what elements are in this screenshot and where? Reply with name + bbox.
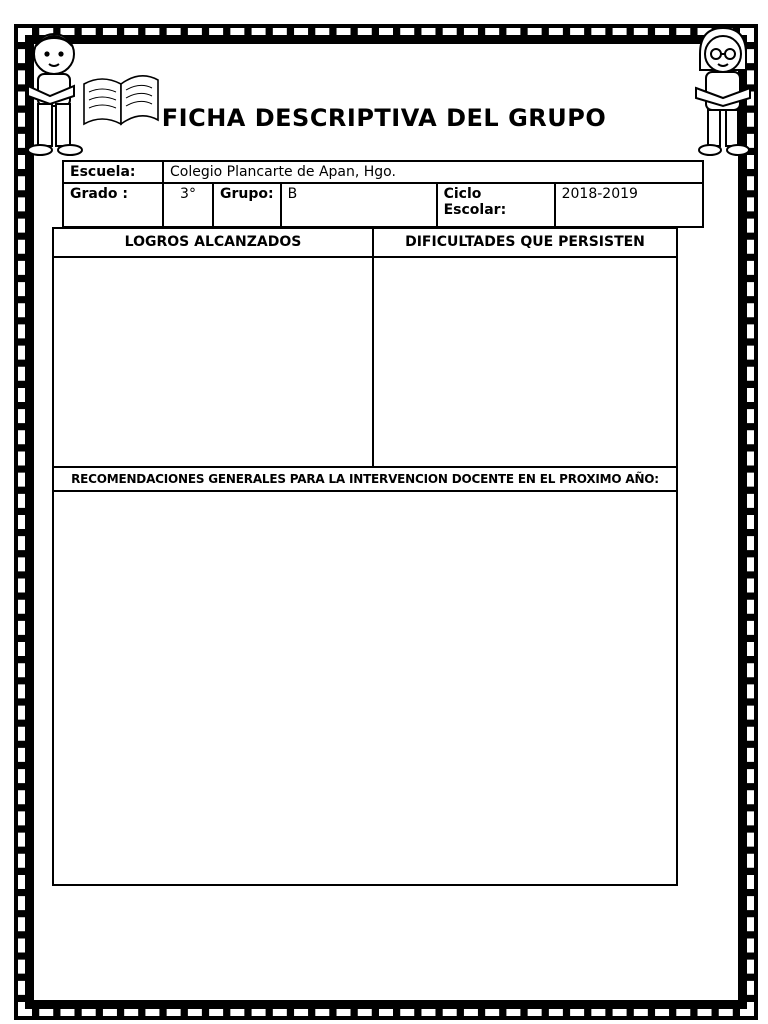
logros-box: [52, 227, 374, 468]
grupo-value: B: [281, 183, 437, 227]
girl-reading-icon: [688, 24, 758, 160]
ciclo-escolar-value: 2018-2019: [555, 183, 703, 227]
logros-header: LOGROS ALCANZADOS: [54, 229, 372, 258]
grupo-label: Grupo:: [213, 183, 281, 227]
dificultades-box: [372, 227, 678, 468]
escuela-value: Colegio Plancarte de Apan, Hgo.: [163, 161, 703, 183]
recomendaciones-box: [52, 466, 678, 886]
grado-label: Grado :: [63, 183, 163, 227]
ciclo-escolar-label: Ciclo Escolar:: [437, 183, 555, 227]
boy-reading-icon: [14, 24, 90, 160]
recomendaciones-header: RECOMENDACIONES GENERALES PARA LA INTERVENCION DOCENTE EN EL PROXIMO AÑO:: [54, 468, 676, 492]
grado-value: 3°: [163, 183, 213, 227]
school-info-table: [62, 160, 704, 228]
page-title: FICHA DESCRIPTIVA DEL GRUPO: [161, 104, 607, 132]
escuela-label: Escuela:: [63, 161, 163, 183]
dificultades-header: DIFICULTADES QUE PERSISTEN: [374, 229, 676, 258]
